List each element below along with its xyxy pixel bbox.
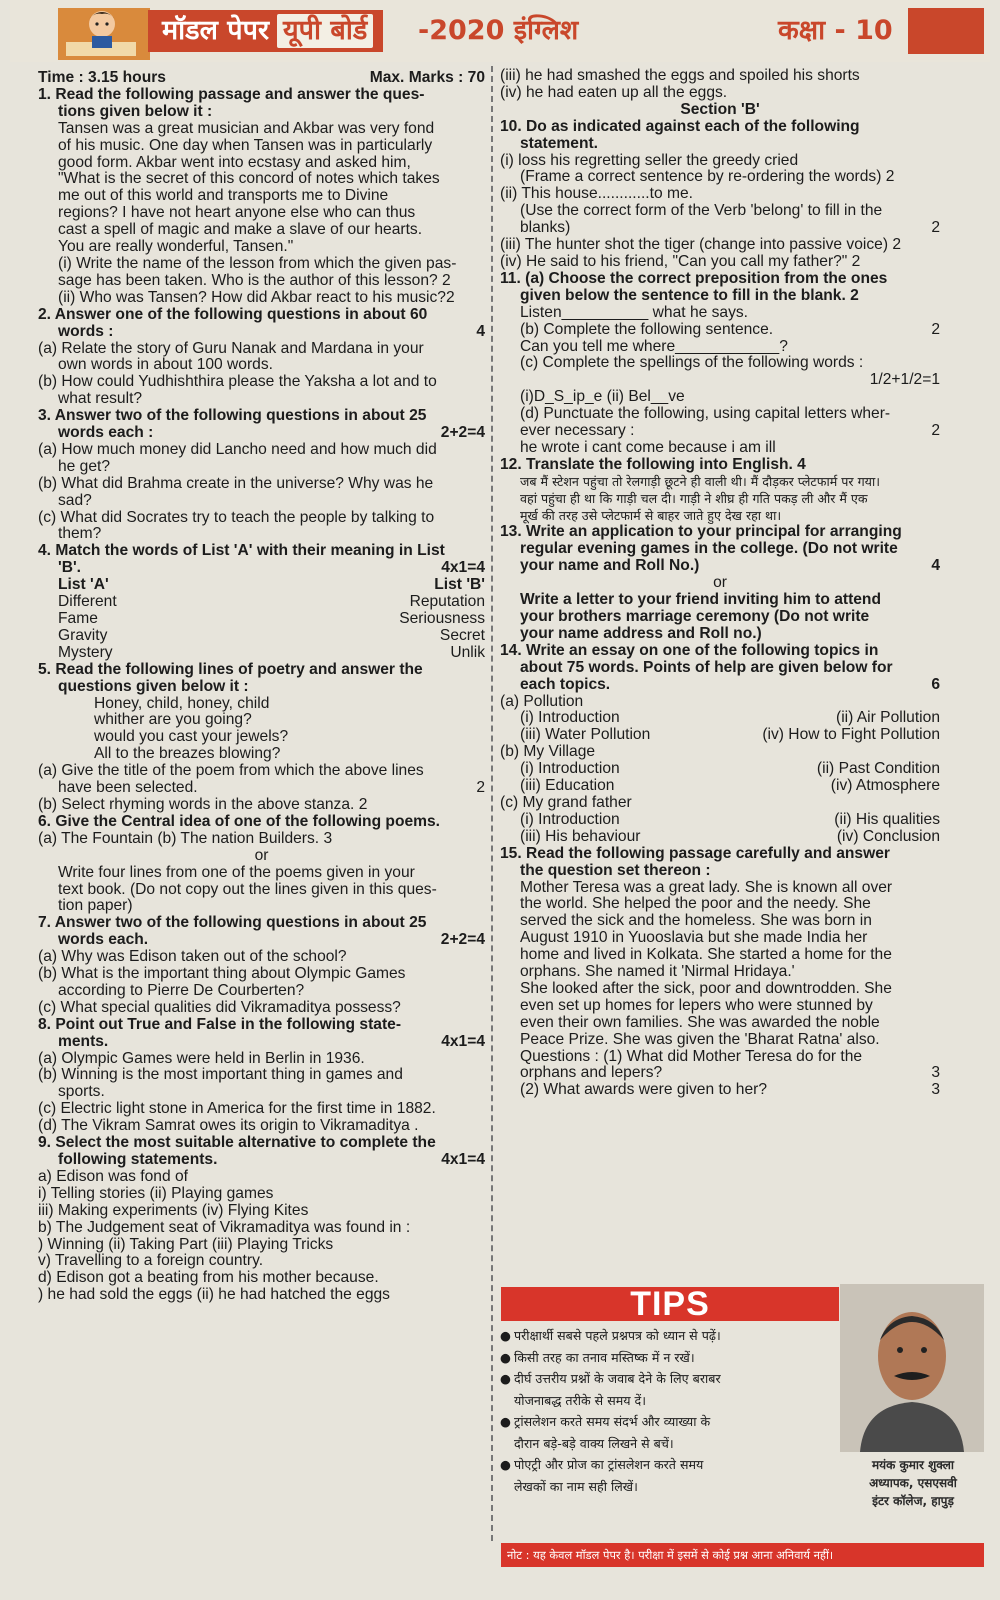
text-line (500, 778, 940, 795)
line-text: (2) What awards were given to her? (520, 1081, 768, 1099)
bullet-icon: ● (500, 1349, 511, 1365)
text-line: (c) Electric light stone in America for the first time in 1882. (38, 1100, 436, 1118)
text-line: d) Edison got a beating from his mother because. (38, 1269, 379, 1287)
text-line: (iv) he had eaten up all the eggs. (500, 83, 728, 101)
text-line: he wrote i cant come because i am ill (520, 438, 776, 456)
text-line: (a) Give the title of the poem from which the above lines (38, 762, 424, 780)
text-line: "What is the secret of this concord of notes which takes (58, 170, 440, 188)
right-column (500, 68, 940, 1099)
text-line: (i) Write the name of the lesson from which the given pas- (58, 254, 457, 272)
text-line: according to Pierre De Courberten? (58, 981, 305, 999)
line-mark: Seriousness (399, 610, 485, 627)
line-mark: 2 (931, 219, 940, 237)
tip-text: ट्रांसलेशन करते समय संदर्भ और व्याख्या के (514, 1414, 711, 1429)
text-line: (Frame a correct sentence by re-ordering the words) 2 (520, 168, 895, 186)
text-line: (b) What did Brahma create in the universe? Why was he (38, 474, 434, 492)
tip-text: दीर्घ उत्तरीय प्रश्नों के जवाब देने के लिए बराबर (514, 1371, 721, 1386)
text-line: (a) The Fountain (b) The nation Builders. 3 (38, 829, 333, 847)
text-line: statement. (520, 134, 598, 152)
header-board: यूपी बोर्ड (277, 14, 373, 48)
text-line: ) he had sold the eggs (ii) he had hatched the eggs (38, 1286, 390, 1304)
text-line: tions given below it : (58, 102, 213, 120)
text-line: (Use the correct form of the Verb 'belong' to fill in the (520, 202, 883, 220)
bullet-icon: ● (500, 1414, 511, 1429)
text-line: (iii) The hunter shot the tiger (change into passive voice) 2 (500, 236, 902, 254)
line-text: words : (58, 322, 114, 340)
line-mark: (ii) His qualities (834, 810, 940, 828)
text-line: (a) How much money did Lancho need and how much did (38, 440, 437, 458)
header-accent-bar (908, 8, 984, 54)
text-line: She looked after the sick, poor and downtrodden. She (520, 979, 892, 997)
header-class: कक्षा - 10 (778, 15, 893, 46)
line-text: ments. (58, 1032, 109, 1050)
text-line (38, 1034, 485, 1051)
line-mark: 2 (931, 422, 940, 440)
line-text: 'B'. (58, 559, 82, 577)
text-line: orphans. She named it 'Nirmal Hridaya.' (520, 963, 795, 981)
line-text: your name and Roll No.) (520, 557, 700, 575)
text-line: 2. Answer one of the following questions in about 60 (38, 305, 428, 323)
text-line: cast a spell of magic and make a slave of our hearts. (58, 221, 423, 239)
line-mark: 2+2=4 (440, 931, 485, 949)
text-line: tion paper) (58, 897, 133, 915)
text-line: मूर्ख की तरह उसे प्लेटफार्म से बाहर जाते हुए देख रहा था। (520, 507, 782, 523)
text-line: sage has been taken. Who is the author of this lesson? 2 (58, 271, 451, 289)
text-line (500, 812, 940, 829)
text-line: (i)D_S_ip_e (ii) Bel__ve (520, 388, 685, 406)
text-line: 1. Read the following passage and answer the ques- (38, 85, 425, 103)
line-text: (iii) His behaviour (520, 827, 641, 845)
line-mark: 2 (476, 779, 485, 797)
text-line (38, 1152, 485, 1169)
text-line: Listen__________ what he says. (520, 303, 749, 321)
text-line: the world. She helped the poor and the needy. She (520, 895, 871, 913)
text-line: Section 'B' (680, 100, 760, 118)
author-role: अध्यापक, एसएसवी (869, 1476, 957, 1490)
text-line: sports. (58, 1083, 105, 1101)
text-line: (b) How could Yudhishthira please the Yaksha a lot and to (38, 373, 437, 391)
text-line (38, 425, 485, 442)
text-line: me out of this world and transports me to Divine (58, 187, 389, 205)
text-line (38, 645, 485, 662)
text-line: (a) Relate the story of Guru Nanak and Mardana in your (38, 339, 424, 357)
line-mark: (iv) Atmosphere (830, 777, 940, 795)
text-line: 14. Write an essay on one of the following topics in (500, 641, 879, 659)
text-line: would you cast your jewels? (94, 728, 289, 746)
text-line: (c) What special qualities did Vikramaditya possess? (38, 998, 401, 1016)
line-mark: 6 (931, 675, 940, 693)
text-line: home and lived in Kolkata. She started a home for the (520, 946, 892, 964)
text-line: 5. Read the following lines of poetry and answer the (38, 660, 423, 678)
line-mark: 4x1=4 (441, 1032, 485, 1050)
text-line (500, 829, 940, 846)
text-line (38, 560, 485, 577)
text-line: (c) What did Socrates try to teach the people by talking to (38, 508, 435, 526)
text-line: them? (58, 525, 102, 543)
author-name: मयंक कुमार शुक्ला (871, 1458, 955, 1472)
bullet-icon: ● (500, 1328, 511, 1343)
line-mark: List 'B' (434, 576, 485, 594)
text-line: 8. Point out True and False in the following state- (38, 1015, 402, 1033)
text-line: (b) My Village (500, 743, 596, 761)
text-line: the question set thereon : (520, 861, 711, 879)
text-line: ) Winning (ii) Taking Part (iii) Playing Tricks (38, 1235, 334, 1253)
text-line: a) Edison was fond of (38, 1167, 188, 1185)
text-line: (b) Select rhyming words in the above stanza. 2 (38, 795, 368, 813)
author-photo (840, 1284, 984, 1452)
tip-text-continued: योजनाबद्ध तरीके से समय दें। (514, 1392, 647, 1408)
text-line: 11. (a) Choose the correct preposition from the ones (500, 269, 888, 287)
text-line (500, 322, 940, 339)
text-line: regular evening games in the college. (Do not write (520, 540, 898, 558)
text-line: 1/2+1/2=1 (869, 371, 940, 389)
bullet-icon: ● (500, 1371, 511, 1386)
text-line (500, 677, 940, 694)
tip-item (500, 1411, 838, 1433)
text-line: (i) loss his regretting seller the greedy cried (500, 151, 799, 169)
line-text: orphans and lepers? (520, 1064, 663, 1082)
text-line (38, 611, 485, 628)
line-mark: 3 (931, 1081, 940, 1099)
text-line (500, 727, 940, 744)
text-line: August 1910 in Yuooslavia but she made India her (520, 929, 868, 947)
text-line (38, 780, 485, 797)
line-mark: (iv) How to Fight Pollution (762, 726, 940, 744)
header-title: मॉडल पेपर (162, 15, 270, 46)
line-text: (i) Introduction (520, 810, 620, 828)
line-text: words each. (58, 931, 149, 949)
text-line (38, 70, 485, 87)
text-line: your name address and Roll no.) (520, 624, 762, 642)
text-line: 4. Match the words of List 'A' with their meaning in List (38, 542, 445, 560)
text-line: even set up homes for lepers who were stunned by (520, 996, 873, 1014)
text-line: i) Telling stories (ii) Playing games (38, 1184, 274, 1202)
text-line: he get? (58, 457, 111, 475)
text-line: 15. Read the following passage carefully and answer (500, 844, 890, 862)
text-line: (a) Why was Edison taken out of the school? (38, 948, 347, 966)
text-line: 7. Answer two of the following questions in about 25 (38, 914, 427, 932)
line-text: (iii) Water Pollution (520, 726, 651, 744)
line-text: following statements. (58, 1151, 218, 1168)
tip-text: किसी तरह का तनाव मस्तिष्क में न रखें। (514, 1349, 695, 1365)
text-line: sad? (58, 491, 92, 509)
text-line (500, 1082, 940, 1099)
text-line: (c) Complete the spellings of the following words : (520, 354, 864, 372)
text-line: iii) Making experiments (iv) Flying Kites (38, 1201, 309, 1219)
line-text: each topics. (520, 675, 611, 693)
line-mark: 3 (931, 1064, 940, 1082)
text-line (500, 423, 940, 440)
text-line (500, 761, 940, 778)
text-line: (a) Olympic Games were held in Berlin in 1936. (38, 1049, 365, 1067)
student-mascot-illustration (58, 2, 150, 60)
text-line: regions? I have not heart anyone else who can thus (58, 204, 416, 222)
text-line: 10. Do as indicated against each of the following (500, 117, 860, 135)
tip-item (500, 1325, 838, 1347)
text-line (38, 628, 485, 645)
text-line: of his music. One day when Tansen was in particularly (58, 136, 433, 154)
text-line: text book. (Do not copy out the lines given in this ques- (58, 880, 437, 898)
text-line (38, 594, 485, 611)
text-line: Peace Prize. She was given the 'Bharat Ratna' also. (520, 1030, 880, 1048)
text-line: Tansen was a great musician and Akbar was very fond (58, 119, 435, 137)
line-text: (b) Complete the following sentence. (520, 320, 774, 338)
line-mark: Unlik (450, 643, 485, 661)
line-mark: (ii) Air Pollution (836, 709, 940, 727)
line-text: (i) Introduction (520, 709, 620, 727)
text-line: Questions : (1) What did Mother Teresa do for the (520, 1047, 863, 1065)
text-line (38, 932, 485, 949)
line-mark: 4 (931, 557, 940, 575)
text-line: (iv) He said to his friend, "Can you call my father?" 2 (500, 252, 861, 270)
line-text: (iii) Education (520, 777, 615, 795)
line-text: Mystery (58, 643, 113, 661)
text-line (500, 558, 940, 575)
tip-text-continued: लेखकों का नाम सही लिखें। (514, 1478, 638, 1494)
text-line: whither are you going? (94, 711, 252, 729)
line-text: Fame (58, 610, 98, 627)
text-line: your brothers marriage ceremony (Do not write (520, 608, 870, 625)
text-line: 6. Give the Central idea of one of the following poems. (38, 812, 441, 830)
text-line: b) The Judgement seat of Vikramaditya was found in : (38, 1218, 411, 1236)
tip-text: परीक्षार्थी सबसे पहले प्रश्नपत्र को ध्यान से पढ़ें। (514, 1328, 721, 1343)
footnote-banner: नोट : यह केवल मॉडल पेपर है। परीक्षा में इसमें से कोई प्रश्न आना अनिवार्य नहीं। (501, 1543, 984, 1567)
author-org: इंटर कॉलेज, हापुड़ (872, 1494, 954, 1508)
line-mark: Secret (439, 626, 485, 644)
text-line: जब मैं स्टेशन पहुंचा तो रेलगाड़ी छूटने ही वाली थी। मैं दौड़कर प्लेटफार्म पर गया। (520, 473, 881, 489)
text-line: v) Travelling to a foreign country. (38, 1252, 264, 1270)
text-line: (d) The Vikram Samrat owes its origin to Vikramaditya . (38, 1117, 419, 1135)
header-exam: -2020 इंग्लिश (418, 15, 579, 46)
text-line: 3. Answer two of the following questions in about 25 (38, 407, 427, 425)
text-line: even their own families. She was awarded the noble (520, 1013, 880, 1031)
text-line: (ii) This house............to me. (500, 185, 693, 203)
text-line: (d) Punctuate the following, using capital letters wher- (520, 405, 891, 423)
line-text: Different (58, 593, 117, 611)
line-text: blanks) (520, 219, 571, 237)
header-title-banner (148, 10, 383, 52)
line-mark: Reputation (409, 593, 485, 611)
column-divider (491, 66, 493, 1541)
tip-item (500, 1347, 838, 1369)
tips-list (500, 1325, 838, 1497)
line-mark: (ii) Past Condition (816, 760, 940, 778)
text-line: or (713, 574, 727, 592)
text-line: You are really wonderful, Tansen." (58, 238, 294, 256)
text-line: Mother Teresa was a great lady. She is known all over (520, 878, 893, 896)
line-mark: 4x1=4 (441, 1151, 485, 1168)
text-line: Honey, child, honey, child (94, 694, 270, 712)
line-mark: 4 (476, 322, 485, 340)
tips-heading: TIPS (501, 1287, 839, 1321)
line-mark: 4x1=4 (441, 559, 485, 577)
page-header (10, 0, 990, 62)
line-mark: (iv) Conclusion (836, 827, 940, 845)
line-text: have been selected. (58, 779, 198, 797)
text-line: or (254, 846, 269, 864)
text-line: वहां पहुंचा ही था कि गाड़ी चल दी। गाड़ी ने शीघ्र ही गति पकड़ ली और मैं एक (520, 490, 868, 506)
text-line: (b) Winning is the most important thing in games and (38, 1066, 403, 1084)
text-line (500, 710, 940, 727)
text-line: about 75 words. Points of help are given below for (520, 658, 893, 676)
tip-text: पोएट्री और प्रोज का ट्रांसलेशन करते समय (514, 1457, 704, 1472)
line-text: ever necessary : (520, 422, 635, 440)
text-line: Write a letter to your friend inviting him to attend (520, 591, 881, 609)
tip-item (500, 1368, 838, 1390)
text-line: (iii) he had smashed the eggs and spoiled his shorts (500, 67, 860, 84)
text-line (38, 577, 485, 594)
text-line: Can you tell me where____________? (520, 337, 788, 355)
text-line: (c) My grand father (500, 793, 632, 811)
text-line: (b) What is the important thing about Olympic Games (38, 965, 406, 983)
text-line: questions given below it : (58, 677, 249, 695)
line-mark: 2 (931, 320, 940, 338)
line-mark: 2+2=4 (440, 424, 485, 442)
text-line (38, 324, 485, 341)
text-line (500, 1065, 940, 1082)
text-line: what result? (58, 390, 143, 408)
line-mark: Max. Marks : 70 (369, 69, 485, 86)
text-line: (ii) Who was Tansen? How did Akbar react to his music?2 (58, 288, 455, 306)
text-line: Write four lines from one of the poems given in your (58, 863, 415, 881)
text-line: 9. Select the most suitable alternative to complete the (38, 1134, 436, 1152)
line-text: (i) Introduction (520, 760, 620, 778)
text-line (500, 220, 940, 237)
text-line: 13. Write an application to your principal for arranging (500, 523, 902, 541)
text-line: good form. Akbar went into ecstasy and asked him, (58, 153, 411, 171)
line-text: List 'A' (58, 576, 109, 594)
text-line: own words in about 100 words. (58, 356, 273, 374)
line-text: Gravity (58, 626, 108, 644)
text-line: served the sick and the homeless. She was born in (520, 912, 872, 930)
bullet-icon: ● (500, 1457, 511, 1472)
left-column (38, 70, 485, 1304)
text-line: 12. Translate the following into English. 4 (500, 455, 806, 473)
tip-item (500, 1454, 838, 1476)
line-text: Time : 3.15 hours (38, 69, 166, 86)
text-line: (a) Pollution (500, 692, 584, 710)
tip-text-continued: दौरान बड़े-बड़े वाक्य लिखने से बचें। (514, 1435, 674, 1451)
text-line: given below the sentence to fill in the blank. 2 (520, 286, 859, 304)
text-line: All to the breazes blowing? (94, 745, 281, 763)
line-text: words each : (58, 424, 154, 442)
